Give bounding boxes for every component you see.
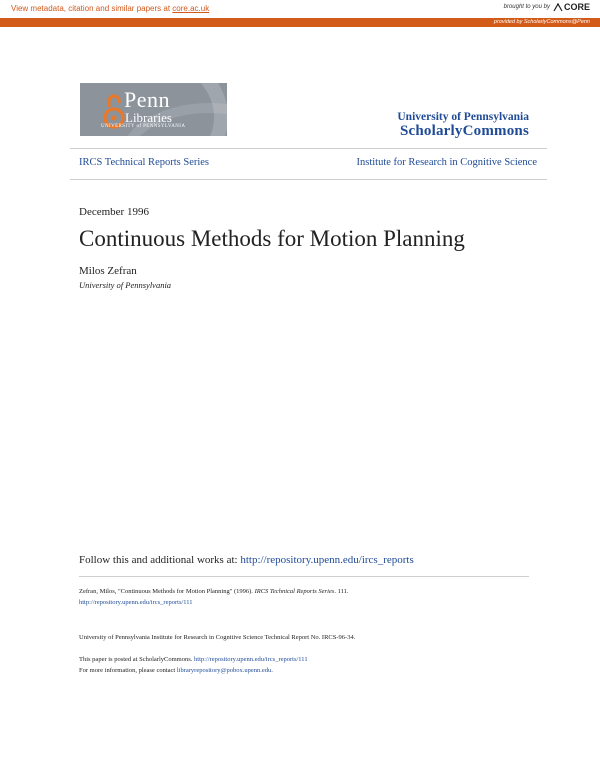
institute-link[interactable]: Institute for Research in Cognitive Science [356, 157, 537, 168]
publication-date: December 1996 [79, 206, 149, 218]
posted-line [79, 656, 308, 663]
libraries-word: Libraries [125, 110, 172, 125]
citation-url-line [79, 599, 193, 606]
core-link-prefix: View metadata, citation and similar papers at [11, 4, 173, 13]
follow-text: Follow this and additional works at: [79, 554, 241, 566]
contact-period: . [271, 667, 273, 674]
sc-university-label[interactable]: University of Pennsylvania [397, 111, 529, 123]
contact-email-link[interactable]: libraryrepository@pobox.upenn.edu [176, 667, 272, 674]
scholarlycommons-logo[interactable]: ScholarlyCommons [399, 123, 529, 139]
divider [79, 576, 529, 577]
author-name: Milos Zefran [79, 265, 137, 277]
provided-by-bar [0, 18, 600, 27]
citation-url-link[interactable]: http://repository.upenn.edu/ircs_reports/111 [79, 599, 193, 606]
core-icon [553, 3, 563, 12]
brought-by-text: brought to you by [503, 4, 550, 10]
provided-by-text[interactable]: provided by ScholarlyCommons@Penn [493, 19, 590, 25]
citation-number: . 111. [334, 588, 349, 595]
core-link-domain[interactable]: core.ac.uk [172, 4, 210, 13]
follow-line [79, 554, 414, 566]
posted-url-link[interactable]: http://repository.upenn.edu/ircs_reports/111 [194, 656, 308, 663]
citation [79, 588, 348, 595]
divider [70, 148, 547, 149]
citation-series: IRCS Technical Reports Series [254, 588, 335, 595]
report-note: University of Pennsylvania Institute for Research in Cognitive Science Technical Report No. IRCS-96-34. [79, 634, 356, 641]
contact-text: For more information, please contact [79, 667, 177, 674]
divider [70, 179, 547, 180]
citation-text: Zefran, Milos, "Continuous Methods for Motion Planning" (1996). [79, 588, 255, 595]
core-metadata-link[interactable] [11, 4, 209, 13]
follow-url-link[interactable]: http://repository.upenn.edu/ircs_reports [240, 554, 414, 566]
author-affiliation: University of Pennsylvania [79, 280, 172, 290]
contact-line [79, 667, 273, 674]
core-banner [0, 0, 600, 18]
core-logo [553, 2, 590, 12]
university-word: UNIVERSITY of PENNSYLVANIA [101, 124, 186, 129]
penn-word: Penn [124, 87, 170, 112]
posted-text: This paper is posted at ScholarlyCommons. [79, 656, 195, 663]
penn-libraries-logo[interactable] [80, 83, 227, 136]
core-logo-text: CORE [563, 2, 590, 12]
paper-title: Continuous Methods for Motion Planning [79, 226, 465, 251]
core-brought-by[interactable] [504, 2, 590, 12]
series-link[interactable]: IRCS Technical Reports Series [79, 157, 210, 168]
